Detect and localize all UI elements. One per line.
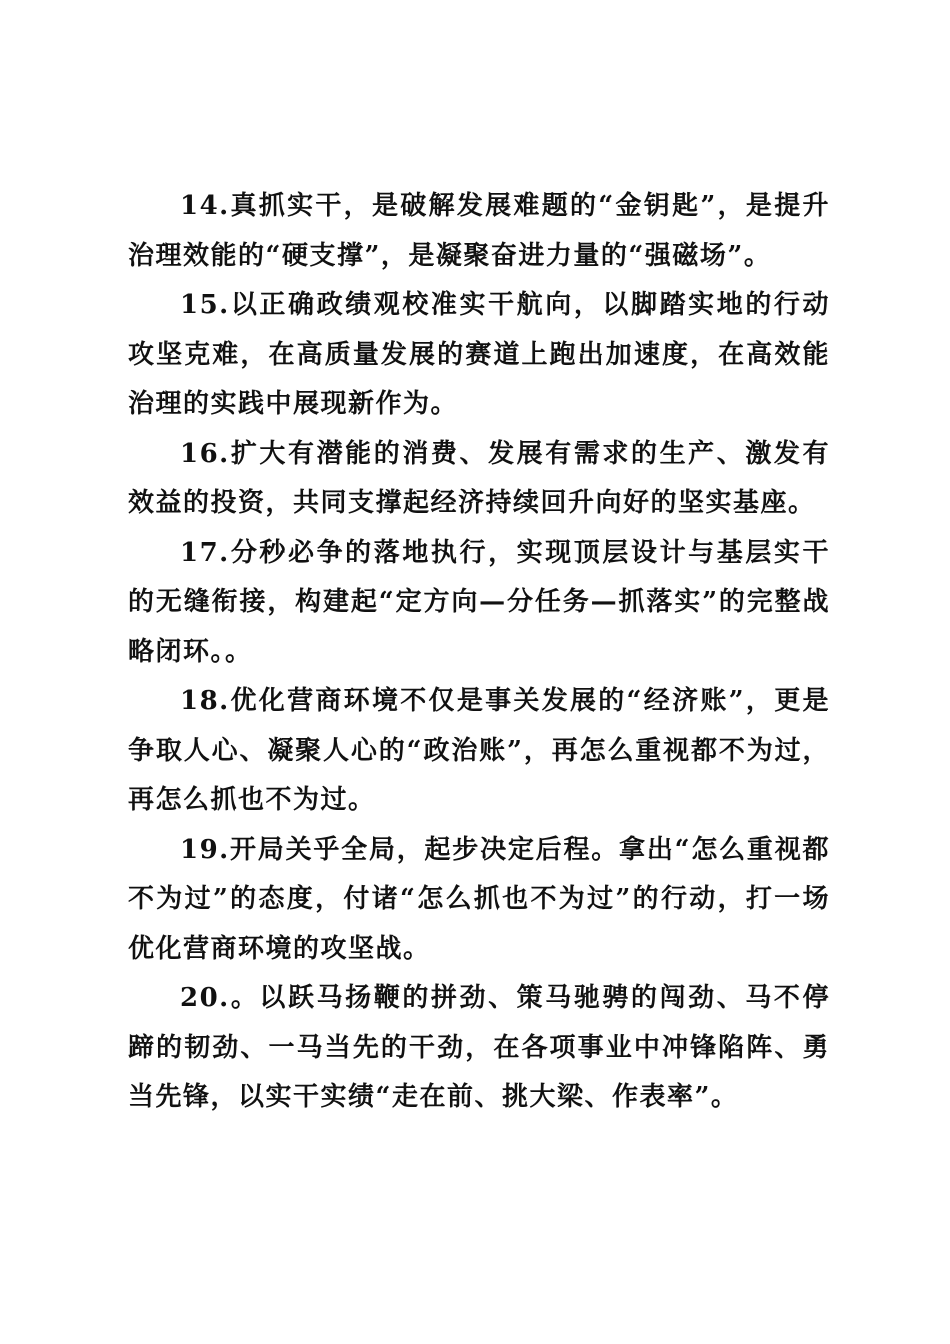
- document-body: [128, 182, 830, 1123]
- paragraph-19: 19.开局关乎全局，起步决定后程。拿出“怎么重视都不为过”的态度，付诸“怎么抓也不为过”的行动，打一场优化营商环境的攻坚战。: [128, 834, 830, 964]
- paragraph-16: 16.扩大有潜能的消费、发展有需求的生产、激发有效益的投资，共同支撑起经济持续回升向好的坚实基座。: [128, 438, 830, 518]
- paragraph-20: 20.。以跃马扬鞭的拼劲、策马驰骋的闯劲、马不停蹄的韧劲、一马当先的干劲，在各项事业中冲锋陷阵、勇当先锋，以实干实绩“走在前、挑大梁、作表率”。: [128, 983, 830, 1112]
- paragraph-15: 15.以正确政绩观校准实干航向，以脚踏实地的行动攻坚克难，在高质量发展的赛道上跑出加速度，在高效能治理的实践中展现新作为。: [128, 290, 830, 419]
- paragraph-14: 14.真抓实干，是破解发展难题的“金钥匙”，是提升治理效能的“硬支撑”，是凝聚奋进力量的“强磁场”。: [128, 191, 830, 271]
- paragraph-18: 18.优化营商环境不仅是事关发展的“经济账”，更是争取人心、凝聚人心的“政治账”，再怎么重视都不为过，再怎么抓也不为过。: [128, 686, 830, 815]
- paragraph-17: 17.分秒必争的落地执行，实现顶层设计与基层实干的无缝衔接，构建起“定方向—分任务—抓落实”的完整战略闭环。。: [128, 537, 830, 667]
